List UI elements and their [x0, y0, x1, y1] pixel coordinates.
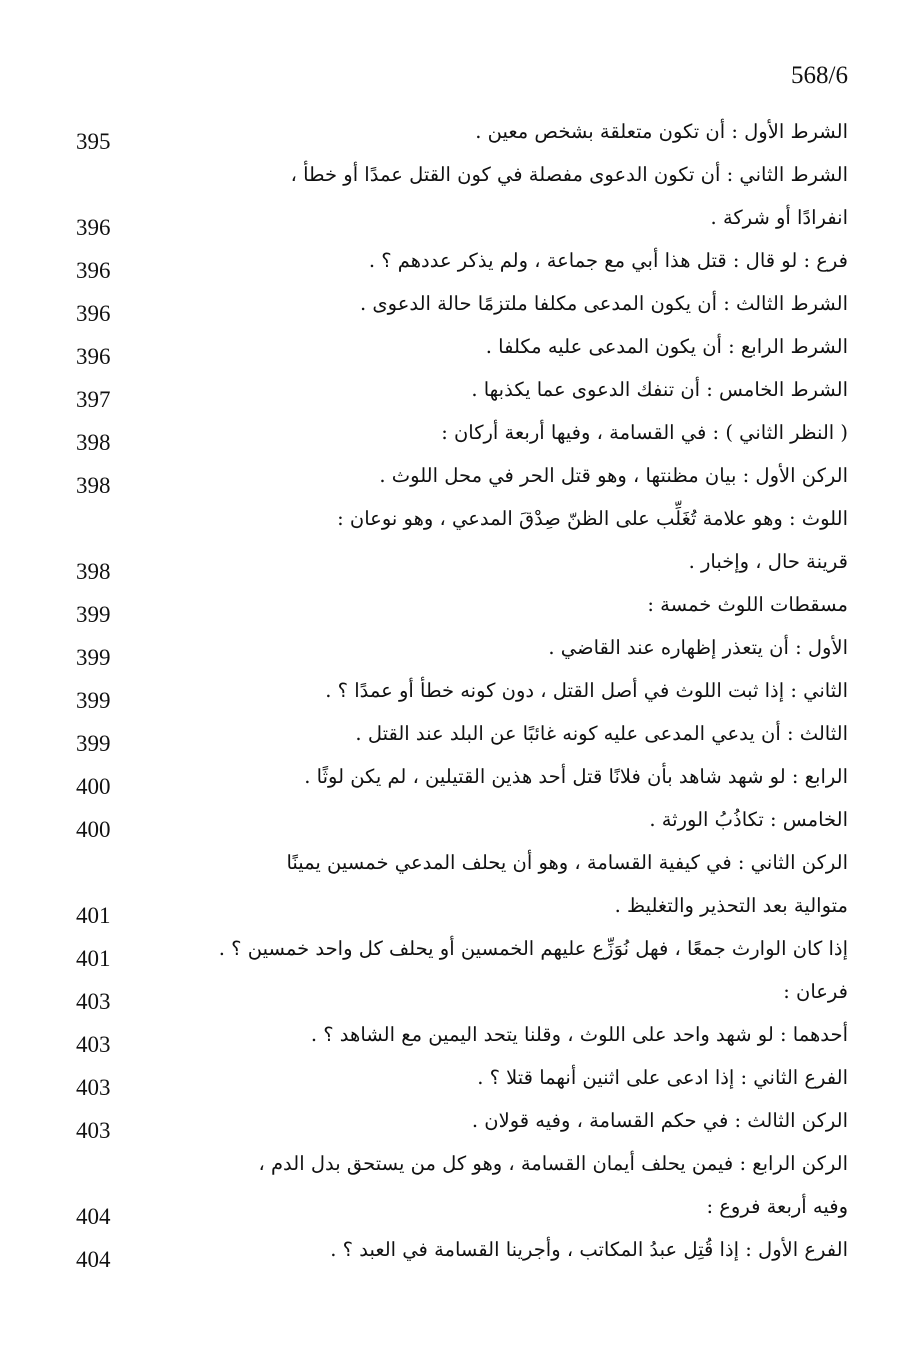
- toc-row: [60, 239, 848, 282]
- toc-entry-text: الخامس : تكاذُبُ الورثة .: [649, 808, 848, 831]
- toc-row: [60, 755, 848, 798]
- toc-page-number: 396: [76, 258, 111, 283]
- toc-entry-text: اللوث : وهو علامة تُغَلِّب على الظنّ صِدْقَ المدعي ، وهو نوعان :: [337, 507, 848, 530]
- toc-entry-text: وفيه أربعة فروع :: [706, 1195, 848, 1218]
- toc-page-number: 398: [76, 473, 111, 498]
- toc-page-number: 404: [76, 1204, 111, 1229]
- toc-entry-text: الثالث : أن يدعي المدعى عليه كونه غائبًا عن البلد عند القتل .: [355, 722, 848, 745]
- toc-entry-text: مسقطات اللوث خمسة :: [647, 593, 848, 616]
- toc-row: [60, 1142, 848, 1185]
- toc-page-number: 403: [76, 1032, 111, 1057]
- toc-row: [60, 196, 848, 239]
- toc-row: [60, 1228, 848, 1271]
- toc-entry-text: الرابع : لو شهد شاهد بأن فلانًا قتل أحد هذين القتيلين ، لم يكن لوثًا .: [304, 765, 848, 788]
- toc-page-number: 396: [76, 215, 111, 240]
- toc-page-number: 399: [76, 645, 111, 670]
- toc-page-number: 401: [76, 946, 111, 971]
- toc-row: [60, 970, 848, 1013]
- toc-entry-text: متوالية بعد التحذير والتغليظ .: [614, 894, 848, 917]
- page-header: 568/6: [791, 62, 848, 89]
- toc-entry-text: الركن الأول : بيان مظنتها ، وهو قتل الحر في محل اللوث .: [379, 464, 848, 487]
- toc-page-number: 400: [76, 774, 111, 799]
- toc-entry-text: إذا كان الوارث جمعًا ، فهل نُوَزِّع عليهم الخمسين أو يحلف كل واحد خمسين ؟ .: [218, 937, 848, 960]
- toc-entry-text: الشرط الخامس : أن تنفك الدعوى عما يكذبها .: [471, 378, 848, 401]
- toc-entry-text: فرع : لو قال : قتل هذا أبي مع جماعة ، ولم يذكر عددهم ؟ .: [368, 249, 848, 272]
- toc-row: [60, 411, 848, 454]
- toc-page-number: 397: [76, 387, 111, 412]
- toc-page-number: 396: [76, 344, 111, 369]
- toc-page-number: 399: [76, 688, 111, 713]
- toc-page-number: 403: [76, 989, 111, 1014]
- toc-row: [60, 282, 848, 325]
- toc-row: [60, 1056, 848, 1099]
- table-of-contents: [60, 110, 848, 1271]
- toc-row: [60, 884, 848, 927]
- toc-entry-text: فرعان :: [783, 980, 848, 1003]
- toc-page-number: 398: [76, 430, 111, 455]
- toc-entry-text: الأول : أن يتعذر إظهاره عند القاضي .: [548, 636, 848, 659]
- toc-row: [60, 368, 848, 411]
- toc-row: [60, 325, 848, 368]
- toc-entry-text: الركن الثالث : في حكم القسامة ، وفيه قولان .: [471, 1109, 848, 1132]
- toc-row: [60, 497, 848, 540]
- toc-page-number: 396: [76, 301, 111, 326]
- toc-page-number: 400: [76, 817, 111, 842]
- toc-row: [60, 669, 848, 712]
- toc-entry-text: الركن الرابع : فيمن يحلف أيمان القسامة ، وهو كل من يستحق بدل الدم ،: [258, 1152, 848, 1175]
- toc-page-number: 403: [76, 1118, 111, 1143]
- toc-page-number: 398: [76, 559, 111, 584]
- toc-entry-text: الفرع الثاني : إذا ادعى على اثنين أنهما قتلا ؟ .: [477, 1066, 848, 1089]
- toc-entry-text: ( النظر الثاني ) : في القسامة ، وفيها أربعة أركان :: [441, 421, 848, 444]
- toc-row: [60, 1185, 848, 1228]
- toc-page-number: 395: [76, 129, 111, 154]
- toc-row: [60, 540, 848, 583]
- toc-row: [60, 798, 848, 841]
- toc-entry-text: الثاني : إذا ثبت اللوث في أصل القتل ، دون كونه خطأ أو عمدًا ؟ .: [325, 679, 848, 702]
- toc-entry-text: الشرط الرابع : أن يكون المدعى عليه مكلفا .: [485, 335, 848, 358]
- toc-page-number: 399: [76, 602, 111, 627]
- toc-row: [60, 626, 848, 669]
- toc-row: [60, 110, 848, 153]
- toc-entry-text: الشرط الثاني : أن تكون الدعوى مفصلة في كون القتل عمدًا أو خطأ ،: [290, 163, 848, 186]
- toc-page-number: 401: [76, 903, 111, 928]
- toc-row: [60, 1099, 848, 1142]
- toc-page-number: 399: [76, 731, 111, 756]
- toc-entry-text: الشرط الثالث : أن يكون المدعى مكلفا ملتزمًا حالة الدعوى .: [359, 292, 848, 315]
- toc-page-number: 403: [76, 1075, 111, 1100]
- toc-row: [60, 1013, 848, 1056]
- toc-row: [60, 153, 848, 196]
- toc-entry-text: الشرط الأول : أن تكون متعلقة بشخص معين .: [475, 120, 848, 143]
- toc-entry-text: انفرادًا أو شركة .: [710, 206, 848, 229]
- toc-page-number: 404: [76, 1247, 111, 1272]
- toc-entry-text: أحدهما : لو شهد واحد على اللوث ، وقلنا يتحد اليمين مع الشاهد ؟ .: [310, 1023, 848, 1046]
- toc-row: [60, 712, 848, 755]
- toc-entry-text: قرينة حال ، وإخبار .: [688, 550, 848, 573]
- toc-row: [60, 841, 848, 884]
- toc-row: [60, 583, 848, 626]
- toc-entry-text: الفرع الأول : إذا قُتِل عبدُ المكاتب ، وأجرينا القسامة في العبد ؟ .: [330, 1238, 848, 1261]
- toc-row: [60, 927, 848, 970]
- toc-row: [60, 454, 848, 497]
- toc-entry-text: الركن الثاني : في كيفية القسامة ، وهو أن يحلف المدعي خمسين يمينًا: [286, 851, 848, 874]
